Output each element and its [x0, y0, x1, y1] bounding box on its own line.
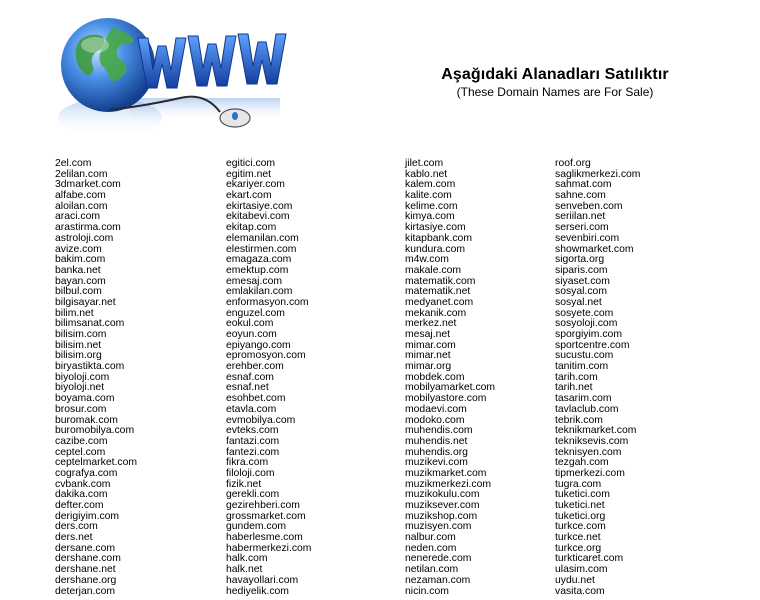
domain-link[interactable]: elemanilan.com: [226, 232, 299, 244]
domain-link[interactable]: esnaf.net: [226, 382, 269, 394]
domain-link[interactable]: fantezi.com: [226, 446, 280, 458]
domain-link[interactable]: vasita.com: [555, 585, 605, 597]
domain-link[interactable]: ceptel.com: [55, 446, 106, 458]
domain-link[interactable]: nicin.com: [405, 585, 449, 597]
domain-link[interactable]: avize.com: [55, 243, 102, 255]
domain-link[interactable]: buromak.com: [55, 414, 118, 426]
domain-link[interactable]: sucustu.com: [555, 350, 614, 362]
domain-link[interactable]: mobilyastore.com: [405, 393, 487, 405]
domain-link[interactable]: dershane.net: [55, 564, 116, 576]
domain-link[interactable]: dershane.com: [55, 553, 121, 565]
domain-link[interactable]: sosyal.net: [555, 296, 602, 308]
domain-link[interactable]: araci.com: [55, 211, 101, 223]
domain-link[interactable]: egitici.com: [226, 158, 276, 169]
domain-link[interactable]: sosyete.com: [555, 307, 614, 319]
domain-link[interactable]: habermerkezi.com: [226, 542, 312, 554]
domain-link[interactable]: ekart.com: [226, 190, 272, 202]
domain-link[interactable]: nalbur.com: [405, 532, 456, 544]
domain-link[interactable]: eokul.com: [226, 318, 274, 330]
domain-link[interactable]: medyanet.com: [405, 296, 474, 308]
domain-link[interactable]: bilisim.org: [55, 350, 102, 362]
domain-link[interactable]: muzikmerkezi.com: [405, 478, 492, 490]
domain-link[interactable]: kitapbank.com: [405, 232, 472, 244]
domain-link[interactable]: muzikevi.com: [405, 457, 468, 469]
domain-list-item: [55, 587, 137, 598]
domain-link[interactable]: aloilan.com: [55, 200, 108, 212]
domain-link[interactable]: alfabe.com: [55, 190, 106, 202]
domain-link[interactable]: uydu.net: [555, 574, 595, 586]
domain-link[interactable]: emesaj.com: [226, 275, 283, 287]
domain-link[interactable]: nezaman.com: [405, 574, 471, 586]
domain-link[interactable]: cvbank.com: [55, 478, 111, 490]
domain-link[interactable]: kundura.com: [405, 243, 466, 255]
domain-link[interactable]: tekniksevis.com: [555, 435, 629, 447]
domain-link[interactable]: turkce.com: [555, 521, 606, 533]
domain-link[interactable]: sahmat.com: [555, 179, 612, 191]
domain-link[interactable]: matematik.net: [405, 286, 471, 298]
domain-link[interactable]: tarih.com: [555, 371, 598, 383]
domain-link[interactable]: mimar.com: [405, 339, 456, 351]
page-subtitle: (These Domain Names are For Sale): [456, 85, 654, 99]
domain-link[interactable]: muzisyen.com: [405, 521, 472, 533]
domain-column-3: [405, 159, 495, 597]
domain-list-item: [405, 587, 495, 598]
domain-link[interactable]: sportcentre.com: [555, 339, 630, 351]
domain-link[interactable]: 2elilan.com: [55, 168, 108, 180]
domain-link[interactable]: kablo.net: [405, 168, 448, 180]
domain-link[interactable]: teknisyen.com: [555, 446, 622, 458]
domain-link[interactable]: tuketici.com: [555, 489, 610, 501]
domain-column-2: [226, 159, 311, 597]
domain-link[interactable]: siparis.com: [555, 264, 608, 276]
domain-link[interactable]: saglikmerkezi.com: [555, 168, 641, 180]
domain-link[interactable]: bakim.com: [55, 254, 106, 266]
domain-column-4: [555, 159, 640, 597]
domain-link[interactable]: teknikmarket.com: [555, 425, 637, 437]
domain-link[interactable]: jilet.com: [405, 158, 444, 169]
domain-link[interactable]: gezirehberi.com: [226, 500, 300, 511]
domain-link[interactable]: derigiyim.com: [55, 510, 120, 522]
domain-link[interactable]: sevenbiri.com: [555, 232, 620, 244]
domain-link[interactable]: muhendis.com: [405, 425, 473, 437]
domain-link[interactable]: eoyun.com: [226, 329, 277, 340]
domain-link[interactable]: ekitabevi.com: [226, 211, 290, 223]
domain-column-1: [55, 159, 137, 597]
domain-link[interactable]: dersane.com: [55, 542, 116, 554]
domain-link[interactable]: tavlaclub.com: [555, 403, 619, 415]
domain-link[interactable]: ekirtasiye.com: [226, 200, 293, 212]
domain-link[interactable]: matematik.com: [405, 275, 476, 287]
domain-list: [0, 159, 760, 600]
domain-link[interactable]: neden.com: [405, 542, 457, 554]
domain-link[interactable]: kalite.com: [405, 190, 452, 202]
domain-link[interactable]: tugra.com: [555, 478, 602, 490]
domain-link[interactable]: halk.net: [226, 564, 263, 576]
domain-link[interactable]: ekitap.com: [226, 222, 277, 234]
domain-link[interactable]: elestirmen.com: [226, 243, 297, 255]
domain-link[interactable]: senveben.com: [555, 200, 623, 212]
domain-link[interactable]: bilisim.net: [55, 339, 102, 351]
domain-link[interactable]: sahne.com: [555, 190, 606, 202]
domain-link[interactable]: ders.com: [55, 521, 98, 533]
domain-link[interactable]: kimya.com: [405, 211, 455, 223]
domain-link[interactable]: bilgisayar.net: [55, 296, 116, 308]
domain-link[interactable]: sporgiyim.com: [555, 329, 622, 340]
domain-link[interactable]: kalem.com: [405, 179, 456, 191]
domain-link[interactable]: tanitim.com: [555, 361, 609, 373]
domain-link[interactable]: tebrik.com: [555, 414, 603, 426]
domain-link[interactable]: emektup.com: [226, 264, 289, 276]
domain-link[interactable]: sigorta.org: [555, 254, 605, 266]
domain-link[interactable]: showmarket.com: [555, 243, 634, 255]
domain-link[interactable]: esnaf.com: [226, 371, 274, 383]
domain-link[interactable]: astroloji.com: [55, 232, 114, 244]
domain-link[interactable]: arastirma.com: [55, 222, 121, 234]
domain-link[interactable]: deterjan.com: [55, 585, 116, 597]
page-heading: [400, 66, 710, 99]
domain-link[interactable]: turkticaret.com: [555, 553, 624, 565]
domain-link[interactable]: tezgah.com: [555, 457, 609, 469]
domain-link[interactable]: 3dmarket.com: [55, 179, 121, 191]
domain-link[interactable]: muzikokulu.com: [405, 489, 480, 501]
domain-link[interactable]: merkez.net: [405, 318, 457, 330]
domain-link[interactable]: fikra.com: [226, 457, 269, 469]
domain-link[interactable]: filoloji.com: [226, 467, 275, 479]
domain-link[interactable]: turkce.net: [555, 532, 601, 544]
domain-link[interactable]: kirtasiye.com: [405, 222, 466, 234]
domain-link[interactable]: fizik.net: [226, 478, 262, 490]
domain-list-item: [555, 587, 640, 598]
domain-link[interactable]: gundem.com: [226, 521, 287, 533]
domain-link[interactable]: m4w.com: [405, 254, 449, 266]
domain-link[interactable]: biyoloji.com: [55, 371, 110, 383]
domain-link[interactable]: emagaza.com: [226, 254, 292, 266]
domain-link[interactable]: egitim.net: [226, 168, 272, 180]
domain-link[interactable]: mesaj.net: [405, 329, 451, 340]
domain-link[interactable]: haberlesme.com: [226, 532, 303, 544]
domain-link[interactable]: bilimsanat.com: [55, 318, 125, 330]
domain-link[interactable]: sosyoloji.com: [555, 318, 618, 330]
domain-link[interactable]: muziksever.com: [405, 500, 480, 511]
domain-link[interactable]: muhendis.net: [405, 435, 468, 447]
domain-link[interactable]: evmobilya.com: [226, 414, 296, 426]
page-title: Aşağıdaki Alanadları Satılıktır: [441, 66, 669, 83]
domain-link[interactable]: ulasim.com: [555, 564, 608, 576]
domain-link[interactable]: etavla.com: [226, 403, 277, 415]
domain-link[interactable]: tarih.net: [555, 382, 593, 394]
domain-link[interactable]: banka.net: [55, 264, 101, 276]
domain-link[interactable]: sosyal.com: [555, 286, 607, 298]
domain-link[interactable]: dakika.com: [55, 489, 108, 501]
domain-link[interactable]: emlakilan.com: [226, 286, 293, 298]
domain-link[interactable]: roof.org: [555, 158, 591, 169]
domain-link[interactable]: turkce.org: [555, 542, 602, 554]
domain-link[interactable]: mobdek.com: [405, 371, 465, 383]
domain-link[interactable]: defter.com: [55, 500, 104, 511]
domain-link[interactable]: kelime.com: [405, 200, 458, 212]
domain-link[interactable]: seriilan.net: [555, 211, 606, 223]
domain-link[interactable]: gerekli.com: [226, 489, 280, 501]
domain-link[interactable]: bilim.net: [55, 307, 94, 319]
domain-list-item: [226, 587, 311, 598]
domain-link[interactable]: ders.net: [55, 532, 93, 544]
domain-link[interactable]: epromosyon.com: [226, 350, 306, 362]
domain-link[interactable]: muhendis.org: [405, 446, 468, 458]
domain-link[interactable]: 2el.com: [55, 158, 92, 169]
domain-link[interactable]: dershane.org: [55, 574, 117, 586]
www-globe-logo: [50, 10, 290, 145]
domain-link[interactable]: bayan.com: [55, 275, 106, 287]
domain-link[interactable]: tipmerkezi.com: [555, 467, 625, 479]
domain-link[interactable]: tuketici.net: [555, 500, 605, 511]
domain-link[interactable]: boyama.com: [55, 393, 115, 405]
domain-link[interactable]: evteks.com: [226, 425, 279, 437]
domain-link[interactable]: havayollari.com: [226, 574, 299, 586]
domain-link[interactable]: nenerede.com: [405, 553, 472, 565]
domain-link[interactable]: hediyelik.com: [226, 585, 289, 597]
domain-link[interactable]: muzikshop.com: [405, 510, 478, 522]
domain-link[interactable]: serseri.com: [555, 222, 609, 234]
domain-link[interactable]: bilbul.com: [55, 286, 102, 298]
domain-link[interactable]: modoko.com: [405, 414, 465, 426]
domain-link[interactable]: halk.com: [226, 553, 268, 565]
domain-link[interactable]: esohbet.com: [226, 393, 286, 405]
domain-link[interactable]: makale.com: [405, 264, 462, 276]
domain-link[interactable]: biyoloji.net: [55, 382, 105, 394]
domain-link[interactable]: ekariyer.com: [226, 179, 285, 191]
domain-link[interactable]: siyaset.com: [555, 275, 610, 287]
domain-link[interactable]: bilisim.com: [55, 329, 107, 340]
domain-link[interactable]: grossmarket.com: [226, 510, 306, 522]
domain-link[interactable]: tuketici.org: [555, 510, 606, 522]
domain-link[interactable]: mobilyamarket.com: [405, 382, 496, 394]
domain-link[interactable]: mimar.org: [405, 361, 452, 373]
domain-link[interactable]: cazibe.com: [55, 435, 108, 447]
domain-link[interactable]: netilan.com: [405, 564, 459, 576]
domain-link[interactable]: modaevi.com: [405, 403, 467, 415]
domain-link[interactable]: epiyango.com: [226, 339, 291, 351]
domain-link[interactable]: tasarim.com: [555, 393, 612, 405]
domain-link[interactable]: buromobilya.com: [55, 425, 135, 437]
domain-link[interactable]: mekanik.com: [405, 307, 467, 319]
domain-link[interactable]: cografya.com: [55, 467, 118, 479]
domain-link[interactable]: ceptelmarket.com: [55, 457, 137, 469]
domain-link[interactable]: erehber.com: [226, 361, 284, 373]
domain-link[interactable]: fantazi.com: [226, 435, 280, 447]
domain-link[interactable]: brosur.com: [55, 403, 107, 415]
globe-icon: [50, 10, 290, 145]
domain-link[interactable]: muzikmarket.com: [405, 467, 487, 479]
domain-link[interactable]: biryastikta.com: [55, 361, 125, 373]
domain-link[interactable]: enformasyon.com: [226, 296, 309, 308]
domain-link[interactable]: mimar.net: [405, 350, 451, 362]
domain-link[interactable]: enguzel.com: [226, 307, 285, 319]
